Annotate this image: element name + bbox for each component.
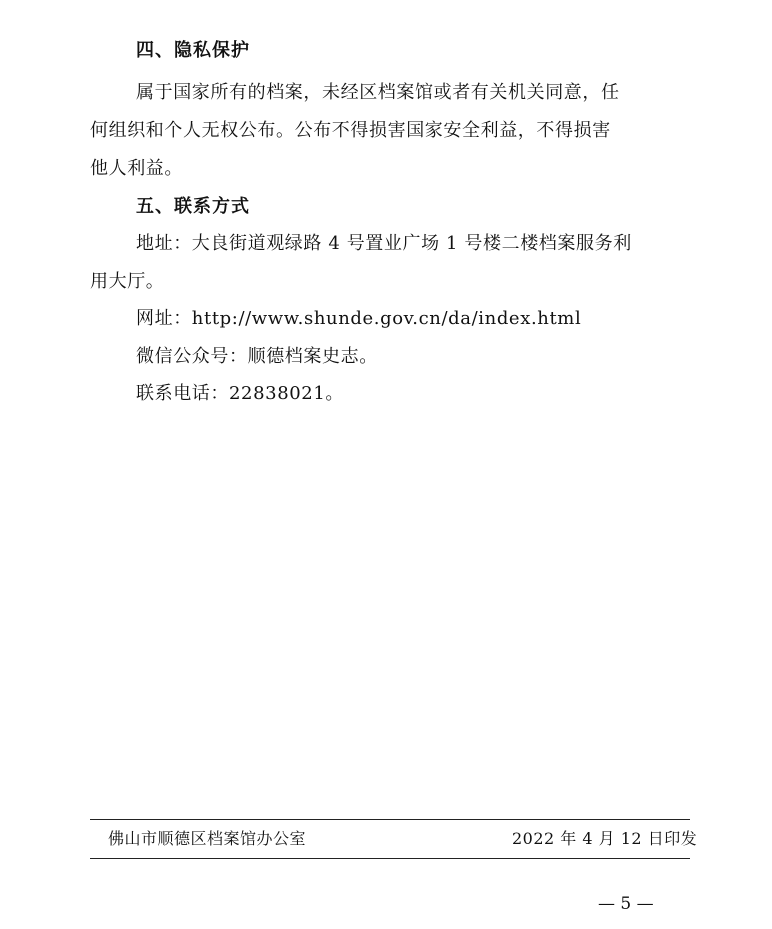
footer-print-date: 2022 年 4 月 12 日印发	[512, 829, 698, 848]
section-heading-contact: 五、联系方式	[136, 196, 250, 217]
contact-wechat: 微信公众号：顺德档案史志。	[136, 346, 378, 367]
contact-address-line-2: 用大厅。	[90, 271, 165, 292]
footer-top-rule	[90, 819, 690, 820]
contact-address-line-1: 地址：大良街道观绿路 4 号置业广场 1 号楼二楼档案服务利	[136, 233, 632, 254]
contact-phone: 联系电话：22838021。	[136, 383, 345, 404]
page-number: — 5 —	[598, 894, 654, 914]
section-heading-privacy: 四、隐私保护	[136, 40, 250, 61]
footer-bottom-rule	[90, 858, 690, 859]
privacy-paragraph-line-1: 属于国家所有的档案，未经区档案馆或者有关机关同意，任	[136, 82, 620, 103]
privacy-paragraph-line-3: 他人利益。	[90, 158, 183, 179]
contact-website: 网址：http://www.shunde.gov.cn/da/index.html	[136, 308, 582, 329]
footer-issuer: 佛山市顺德区档案馆办公室	[108, 829, 307, 848]
privacy-paragraph-line-2: 何组织和个人无权公布。公布不得损害国家安全利益，不得损害	[90, 120, 611, 141]
